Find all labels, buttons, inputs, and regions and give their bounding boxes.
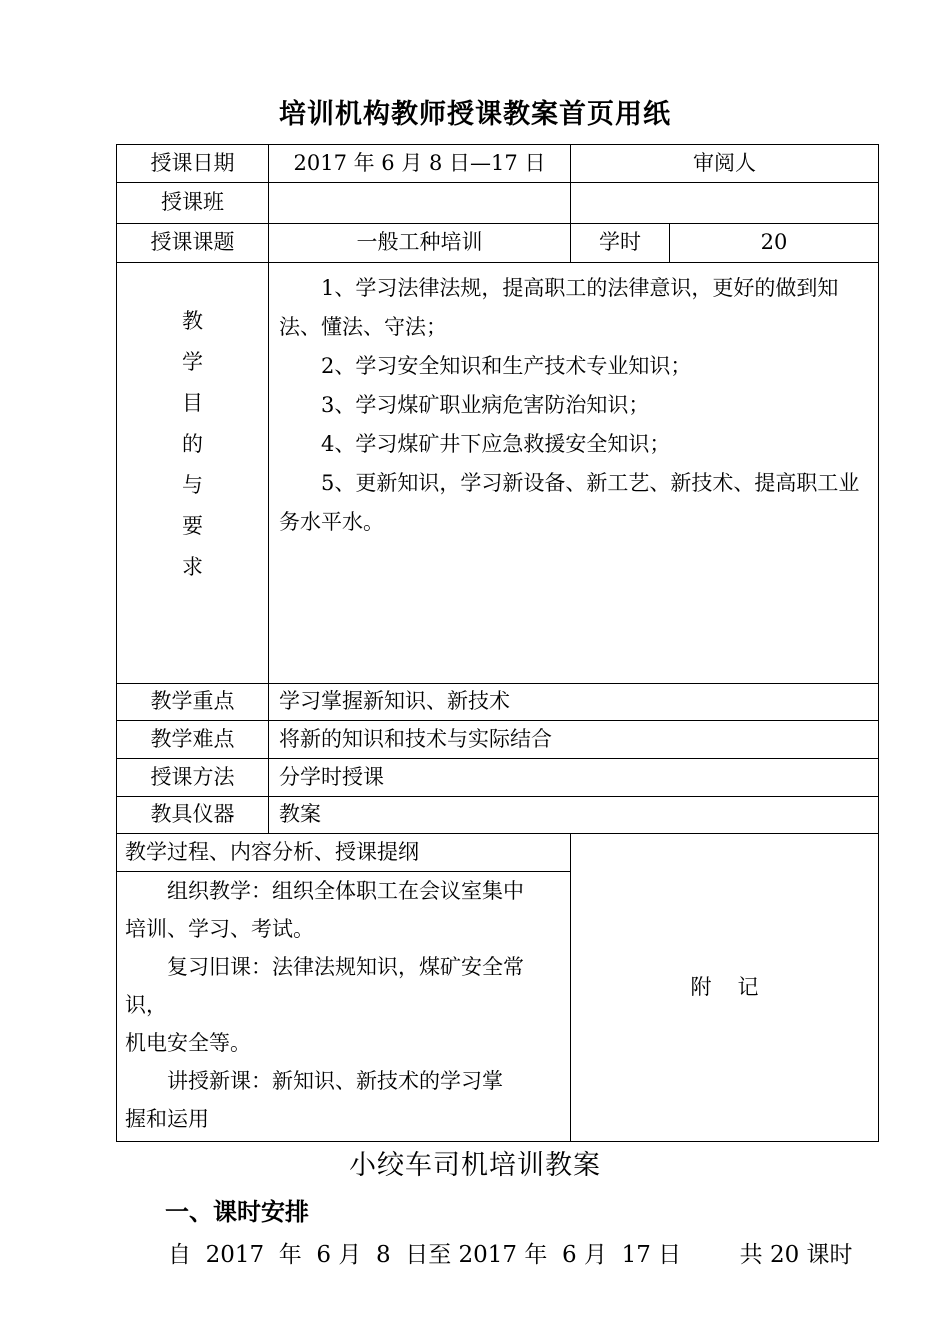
objectives-label-char: 教 <box>182 309 203 333</box>
objective-item: 4、学习煤矿井下应急救援安全知识； <box>321 432 671 456</box>
objectives-label-char: 与 <box>182 473 203 497</box>
key-point-label: 教学重点 <box>117 684 269 721</box>
method-value: 分学时授课 <box>269 759 879 797</box>
objectives-content <box>269 263 879 684</box>
process-line: 培训、学习、考试。 <box>125 917 314 941</box>
objectives-label-char: 求 <box>182 555 203 579</box>
process-line: 复习旧课：法律法规知识，煤矿安全常 <box>167 955 524 979</box>
process-content <box>117 872 571 1142</box>
reviewer-value <box>571 183 879 224</box>
tools-value: 教案 <box>269 797 879 834</box>
process-label: 教学过程、内容分析、授课提纲 <box>117 834 571 872</box>
objective-item: 3、学习煤矿职业病危害防治知识； <box>321 393 650 417</box>
section-heading: 一、课时安排 <box>165 1198 309 1226</box>
hours-value: 20 <box>670 224 879 263</box>
annex-label: 附记 <box>571 834 879 1142</box>
key-point-value: 学习掌握新知识、新技术 <box>269 684 879 721</box>
process-line: 握和运用 <box>125 1107 209 1131</box>
row-objectives <box>117 263 879 684</box>
process-line: 识， <box>125 993 167 1017</box>
row-method <box>117 759 879 797</box>
hours-label: 学时 <box>571 224 670 263</box>
objectives-label <box>117 263 269 684</box>
tools-label: 教具仪器 <box>117 797 269 834</box>
reviewer-label: 审阅人 <box>571 145 879 183</box>
row-tools <box>117 797 879 834</box>
document-title: 培训机构教师授课教案首页用纸 <box>279 99 671 130</box>
difficulty-value: 将新的知识和技术与实际结合 <box>269 721 879 759</box>
process-line: 讲授新课：新知识、新技术的学习掌 <box>167 1069 503 1093</box>
row-topic <box>117 224 879 263</box>
lesson-plan-table <box>116 144 879 1142</box>
objectives-label-char: 学 <box>182 350 203 374</box>
date-value: 2017 年 6 月 8 日—17 日 <box>269 145 571 183</box>
objectives-label-char: 要 <box>182 514 203 538</box>
objective-item: 5、更新知识，学习新设备、新工艺、新技术、提高职工业务水平水。 <box>279 471 860 534</box>
class-label: 授课班 <box>117 183 269 224</box>
row-difficulty <box>117 721 879 759</box>
row-key-point <box>117 684 879 721</box>
schedule-line: 自 2017 年 6 月 8 日至 2017 年 6 月 17 日 共 20 课时 <box>168 1242 853 1268</box>
subtitle: 小绞车司机培训教案 <box>349 1150 601 1181</box>
objectives-label-char: 的 <box>182 432 203 456</box>
objective-item: 1、学习法律法规，提高职工的法律意识，更好的做到知法、懂法、守法； <box>279 276 839 339</box>
objectives-label-char: 目 <box>182 391 203 415</box>
process-line: 机电安全等。 <box>125 1031 251 1055</box>
objective-item: 2、学习安全知识和生产技术专业知识； <box>321 354 692 378</box>
topic-label: 授课课题 <box>117 224 269 263</box>
process-line: 组织教学：组织全体职工在会议室集中 <box>167 879 524 903</box>
topic-value: 一般工种培训 <box>269 224 571 263</box>
method-label: 授课方法 <box>117 759 269 797</box>
row-process-header <box>117 834 879 872</box>
row-class <box>117 183 879 224</box>
row-date <box>117 145 879 183</box>
class-value <box>269 183 571 224</box>
date-label: 授课日期 <box>117 145 269 183</box>
difficulty-label: 教学难点 <box>117 721 269 759</box>
